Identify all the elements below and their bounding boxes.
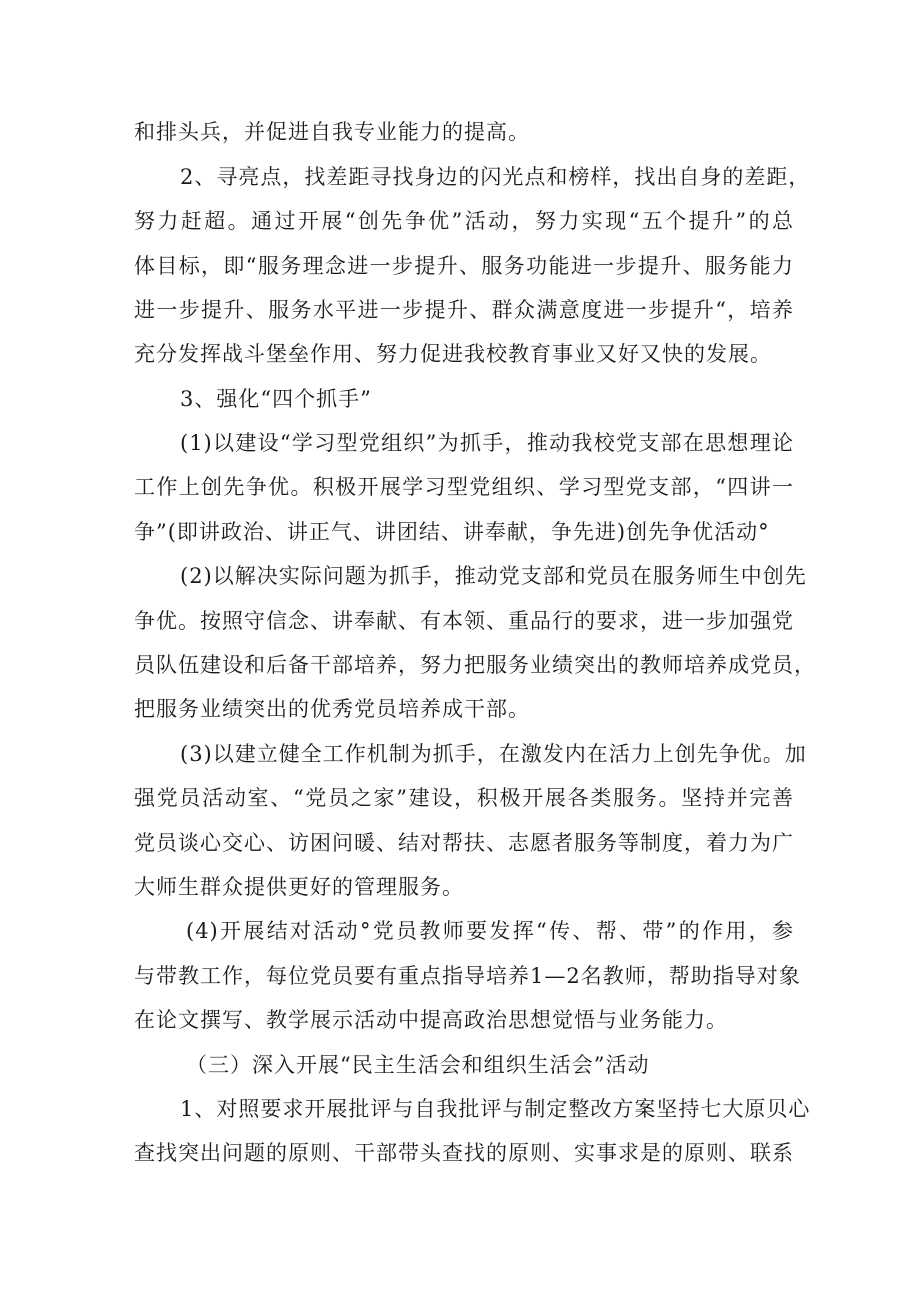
- section-heading: （三）深入开展“民主生活会和组织生活会”活动: [186, 1053, 650, 1077]
- text-line: 努力赶超。通过开展“创先争优”活动，努力实现“五个提升”的总: [134, 209, 794, 233]
- text-line: 2、寻亮点，找差距寻找身边的闪光点和榜样，找出自身的差距，: [180, 165, 811, 189]
- text-line: 充分发挥战斗堡垒作用、努力促进我校教育事业又好又快的发展。: [134, 342, 772, 366]
- text-line: 与带教工作，每位党员要有重点指导培养1—2名教师，帮助指导对象: [134, 964, 801, 988]
- text-line: 进一步提升、服务水平进一步提升、群众满意度进一步提升“，培养: [134, 298, 794, 322]
- text-line: 党员谈心交心、访困问暖、结对帮扶、志愿者服务等制度，着力为广: [134, 831, 794, 855]
- text-line: (3)以建立健全工作机制为抓手，在激发内在活力上创先争优。加: [180, 742, 807, 766]
- text-line: (2)以解决实际问题为抓手，推动党支部和党员在服务师生中创先: [180, 564, 807, 588]
- text-line: 查找突出问题的原则、干部带头查找的原则、实事求是的原则、联系: [134, 1141, 794, 1165]
- text-line: 争优。按照守信念、讲奉献、有本领、重品行的要求，进一步加强党: [134, 609, 794, 633]
- text-line: 在论文撰写、教学展示活动中提高政治思想觉悟与业务能力。: [134, 1008, 728, 1032]
- text-line: 体目标，即“服务理念进一步提升、服务功能进一步提升、服务能力: [134, 254, 794, 278]
- text-line: 把服务业绩突出的优秀党员培养成干部。: [134, 697, 530, 721]
- text-line: 1、对照要求开展批评与自我批评与制定整改方案坚持七大原贝心: [180, 1097, 811, 1121]
- text-line: 和排头兵，并促进自我专业能力的提高。: [134, 120, 530, 144]
- text-line: 争”(即讲政治、讲正气、讲团结、讲奉献，争先进)创先争优活动°: [134, 520, 770, 544]
- text-line: (4)开展结对活动°党员教师要发挥“传、帮、带”的作用，参: [186, 919, 794, 943]
- text-line: 强党员活动室、“党员之家”建设，积极开展各类服务。坚持并完善: [134, 786, 794, 810]
- text-line: 大师生群众提供更好的管理服务。: [134, 875, 464, 899]
- text-line: 员队伍建设和后备干部培养，努力把服务业绩突出的教师培养成党员，: [134, 653, 816, 677]
- text-line: (1)以建设“学习型党组织”为抓手，推动我校党支部在思想理论: [180, 431, 794, 455]
- text-line: 3、强化“四个抓手”: [180, 387, 372, 411]
- text-line: 工作上创先争优。积极开展学习型党组织、学习型党支部，“四讲一: [134, 475, 794, 499]
